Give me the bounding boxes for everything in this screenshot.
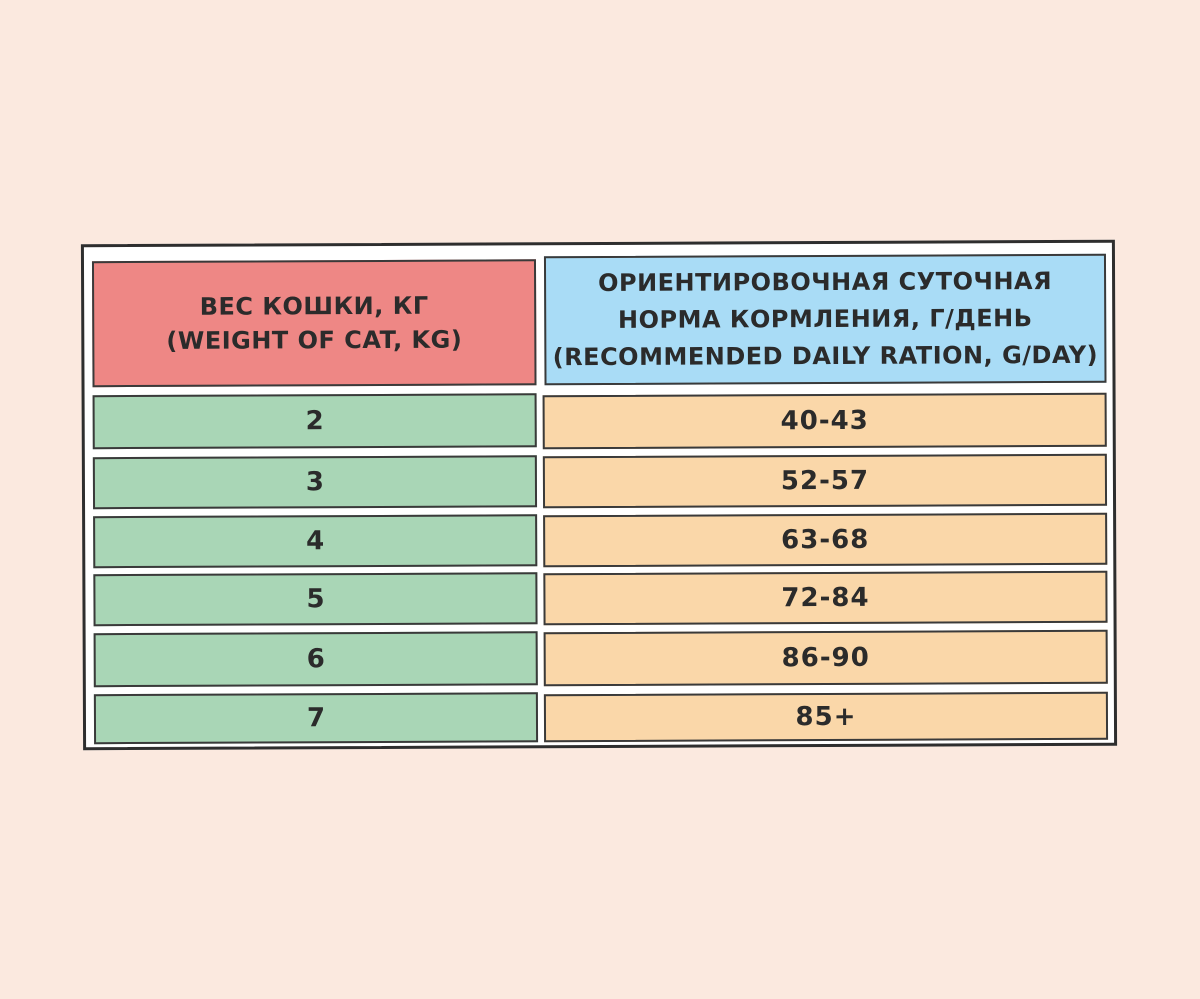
ration-value: 40-43 [780,405,869,437]
weight-value: 7 [306,703,326,734]
header-ration-label: ОРИЕНТИРОВОЧНАЯ СУТОЧНАЯ НОРМА КОРМЛЕНИЯ, Г/ДЕНЬ (RECOMMENDED DAILY RATION, G/DAY) [552,267,1099,372]
ration-value: 52-57 [780,465,870,497]
ration-value: 85+ [795,701,857,733]
ration-cell [543,513,1107,567]
ration-value: 86-90 [781,642,870,674]
weight-value: 6 [306,644,325,675]
weight-value: 2 [305,406,324,437]
weight-cell [94,631,538,687]
ration-cell [544,692,1108,742]
ration-value: 72-84 [781,582,870,614]
weight-value: 4 [306,526,325,557]
header-cell-ration [544,254,1107,385]
header-weight-label: ВЕС КОШКИ, КГ (WEIGHT OF CAT, KG) [166,291,463,355]
feeding-table [81,240,1117,751]
weight-cell [93,514,537,568]
ration-cell [543,393,1107,449]
ration-cell [544,630,1108,686]
weight-value: 5 [306,584,325,615]
weight-cell [93,572,537,626]
weight-cell [93,455,537,509]
weight-value: 3 [305,467,325,498]
ration-cell [543,571,1107,625]
header-cell-weight [92,259,537,387]
ration-cell [543,454,1107,508]
weight-cell [93,393,537,449]
ration-value: 63-68 [781,524,870,556]
weight-cell [94,692,538,744]
